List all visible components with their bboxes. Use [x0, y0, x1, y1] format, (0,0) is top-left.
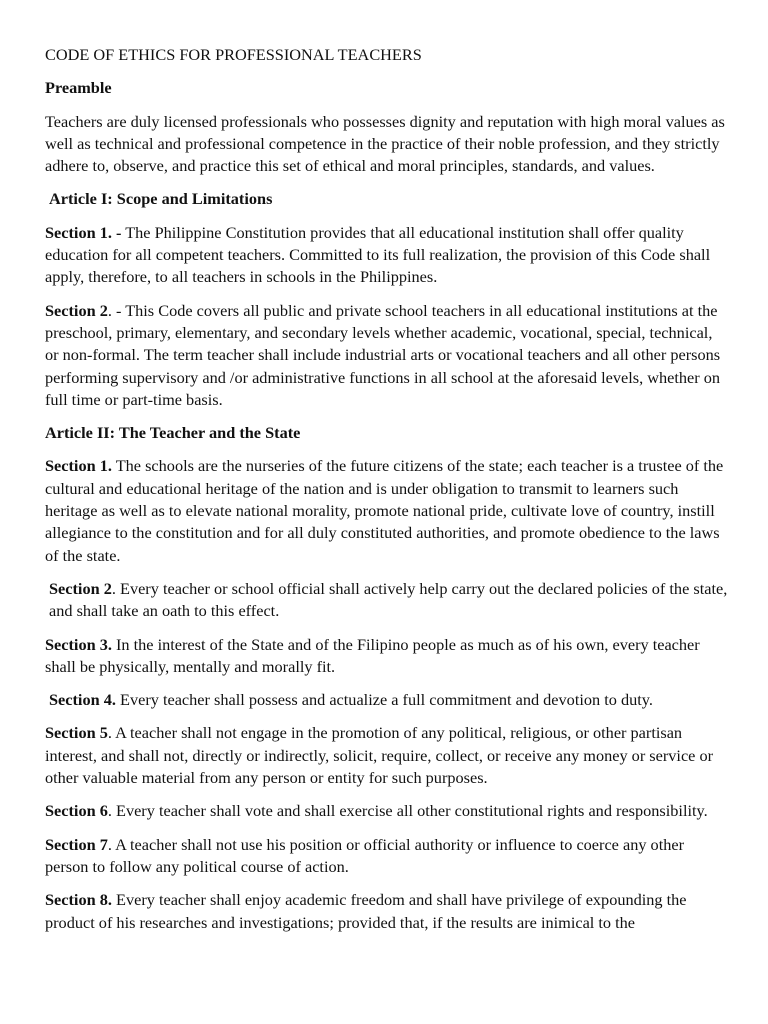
article-2-section-7 — [45, 834, 728, 879]
article-2-section-3 — [45, 634, 728, 679]
article-1-section-2 — [45, 300, 728, 411]
preamble-text: Teachers are duly licensed professionals who possesses dignity and reputation with high moral values as well as technical and professional competence in the practice of their noble profession, and they strictly adhere to, observe, and practice this set of ethical and moral principles, standards, and values. — [45, 111, 725, 176]
document-title: CODE OF ETHICS FOR PROFESSIONAL TEACHERS — [45, 45, 422, 64]
section-text: . A teacher shall not engage in the promotion of any political, religious, or other partisan interest, and shall not, directly or indirectly, solicit, require, collect, or receive any money or service or other valuable material from any person or entity for such purposes. — [45, 723, 714, 788]
section-label: Section 5 — [45, 723, 108, 743]
section-text: Every teacher shall enjoy academic freedom and shall have privilege of expounding the product of his researches and investigations; provided that, if the results are inimical to the — [45, 890, 687, 932]
section-label: Section 7 — [45, 834, 108, 854]
article-2-section-6 — [45, 800, 728, 822]
article-2-section-5 — [45, 722, 728, 789]
section-text: In the interest of the State and of the Filipino people as much as of his own, every teacher shall be physically, mentally and morally fit. — [45, 634, 700, 676]
article-1-section-1 — [45, 222, 728, 289]
section-label: Section 1. — [45, 456, 112, 476]
article-2-heading: Article II: The Teacher and the State — [45, 423, 301, 443]
section-text: Every teacher shall possess and actualize a full commitment and devotion to duty. — [115, 690, 653, 710]
section-text: . Every teacher shall vote and shall exercise all other constitutional rights and responsibility. — [107, 801, 708, 821]
section-label: Section 2 — [45, 300, 108, 320]
section-text: . - This Code covers all public and private school teachers in all educational institutions at the preschool, primary, elementary, and secondary levels whether academic, vocational, special, technical, or non-formal. The term teacher shall include industrial arts or vocational teachers and all other persons performing supervisory and /or administrative functions in all school at the aforesaid levels, whether on full time or part-time basis. — [45, 300, 721, 409]
section-text: . A teacher shall not use his position or official authority or influence to coerce any other person to follow any political course of action. — [45, 834, 685, 876]
section-label: Section 4. — [49, 690, 116, 710]
article-2-section-1 — [45, 455, 728, 566]
preamble-heading: Preamble — [45, 78, 112, 98]
section-label: Section 2 — [49, 578, 112, 598]
section-label: Section 1. - — [45, 222, 122, 242]
section-text: The Philippine Constitution provides that all educational institution shall offer quality education for all competent teachers. Committed to its full realization, the provision of this Code shall apply, therefore, to all teachers in schools in the Philippines. — [45, 222, 711, 287]
section-text: . Every teacher or school official shall actively help carry out the declared policies of the state, and shall take an oath to this effect. — [49, 578, 728, 621]
article-2-section-8 — [45, 889, 728, 934]
section-label: Section 3. — [45, 634, 112, 654]
article-2-section-4 — [45, 689, 728, 711]
section-text: The schools are the nurseries of the future citizens of the state; each teacher is a trustee of the cultural and educational heritage of the nation and is under obligation to transmit to learners such heritage as well as to elevate national morality, promote national pride, cultivate love of country, instill allegiance to the constitution and for all duly constituted authorities, and promote obedience to the laws of the state. — [45, 456, 724, 565]
article-1-heading: Article I: Scope and Limitations — [49, 189, 273, 209]
article-2-section-2 — [45, 578, 728, 623]
section-label: Section 6 — [45, 801, 108, 821]
section-label: Section 8. — [45, 890, 112, 910]
